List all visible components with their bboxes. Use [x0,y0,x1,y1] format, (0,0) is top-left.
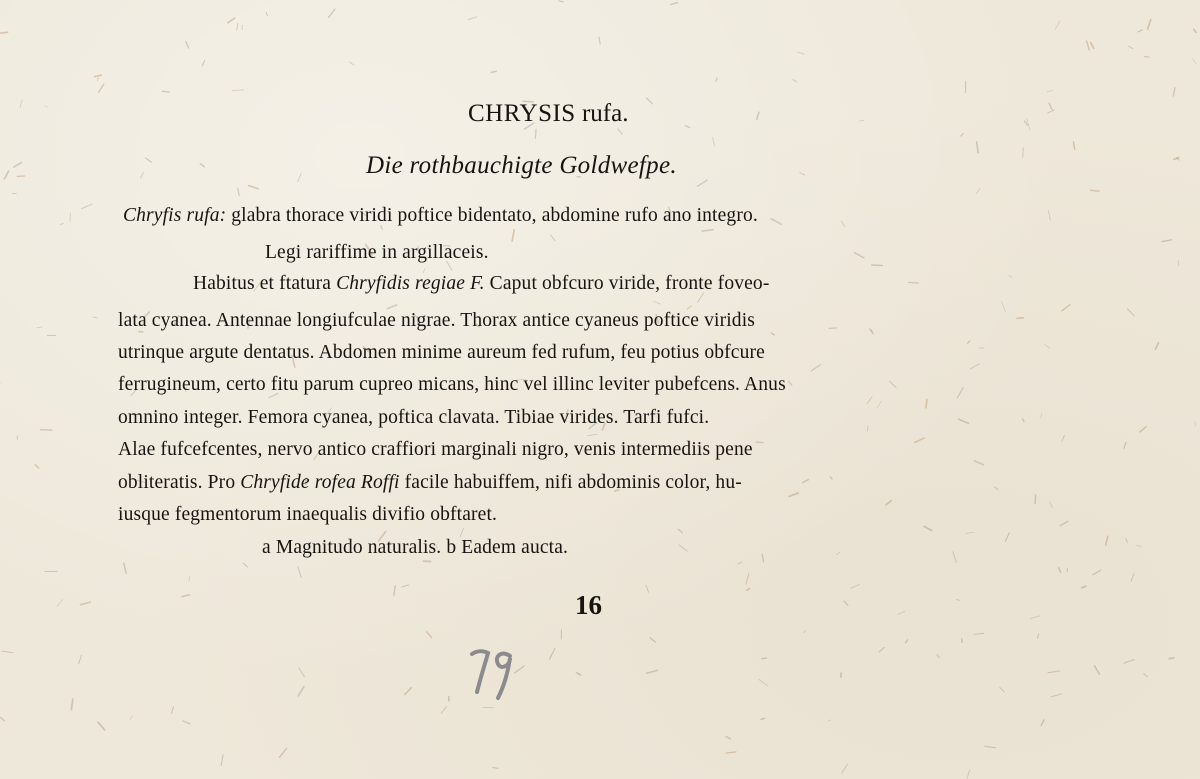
text-segment: obliteratis. Pro [118,472,241,493]
page-subtitle: Die rothbauchigte Goldwefpe. [366,152,677,179]
page-number: 16 [575,590,602,620]
text-line [265,242,489,264]
text-segment: Habitus et ftatura [193,273,337,294]
text-segment: facile habuiffem, nifi abdominis color, hu- [399,472,742,493]
text-segment: Alae fufcefcentes, nervo antico craffiori marginali nigro, venis intermediis pene [118,439,753,460]
text-line [262,537,568,559]
text-segment: utrinque argute dentatus. Abdomen minime aureum fed rufum, feu potius obfcure [118,342,765,363]
text-line [118,342,765,364]
handwritten-pencil-number [468,642,518,702]
text-segment: iusque fegmentorum inaequalis divifio obftaret. [118,504,498,525]
text-line [118,439,753,461]
text-segment: Caput obfcuro viride, fronte foveo- [484,273,770,294]
text-segment: ferrugineum, certo fitu parum cupreo micans, hinc vel illinc leviter pubefcens. Anus [118,374,786,395]
text-line [118,472,742,494]
italic-segment: Chryfidis regiae F. [336,273,485,294]
text-line [118,310,755,332]
text-line [123,205,758,227]
text-line [118,374,786,396]
text-line [193,273,769,295]
italic-segment: Chryfis rufa: [123,205,227,226]
text-line [118,504,497,526]
italic-segment: Chryfide rofea Roffi [240,472,400,493]
text-segment: glabra thorace viridi poftice bidentato, abdomine rufo ano integro. [226,205,758,226]
text-segment: lata cyanea. Antennae longiufculae nigrae. Thorax antice cyaneus poftice viridis [118,310,755,331]
page-title [468,100,628,128]
text-segment: Legi rariffime in argillaceis. [265,242,489,263]
text-segment: omnino integer. Femora cyanea, poftica clavata. Tibiae virides. Tarfi fufci. [118,407,710,428]
text-line [118,407,709,429]
title-species: rufa. [581,100,629,127]
text-segment: a Magnitudo naturalis. b Eadem aucta. [262,537,569,558]
title-genus: CHRYSIS [468,100,576,127]
